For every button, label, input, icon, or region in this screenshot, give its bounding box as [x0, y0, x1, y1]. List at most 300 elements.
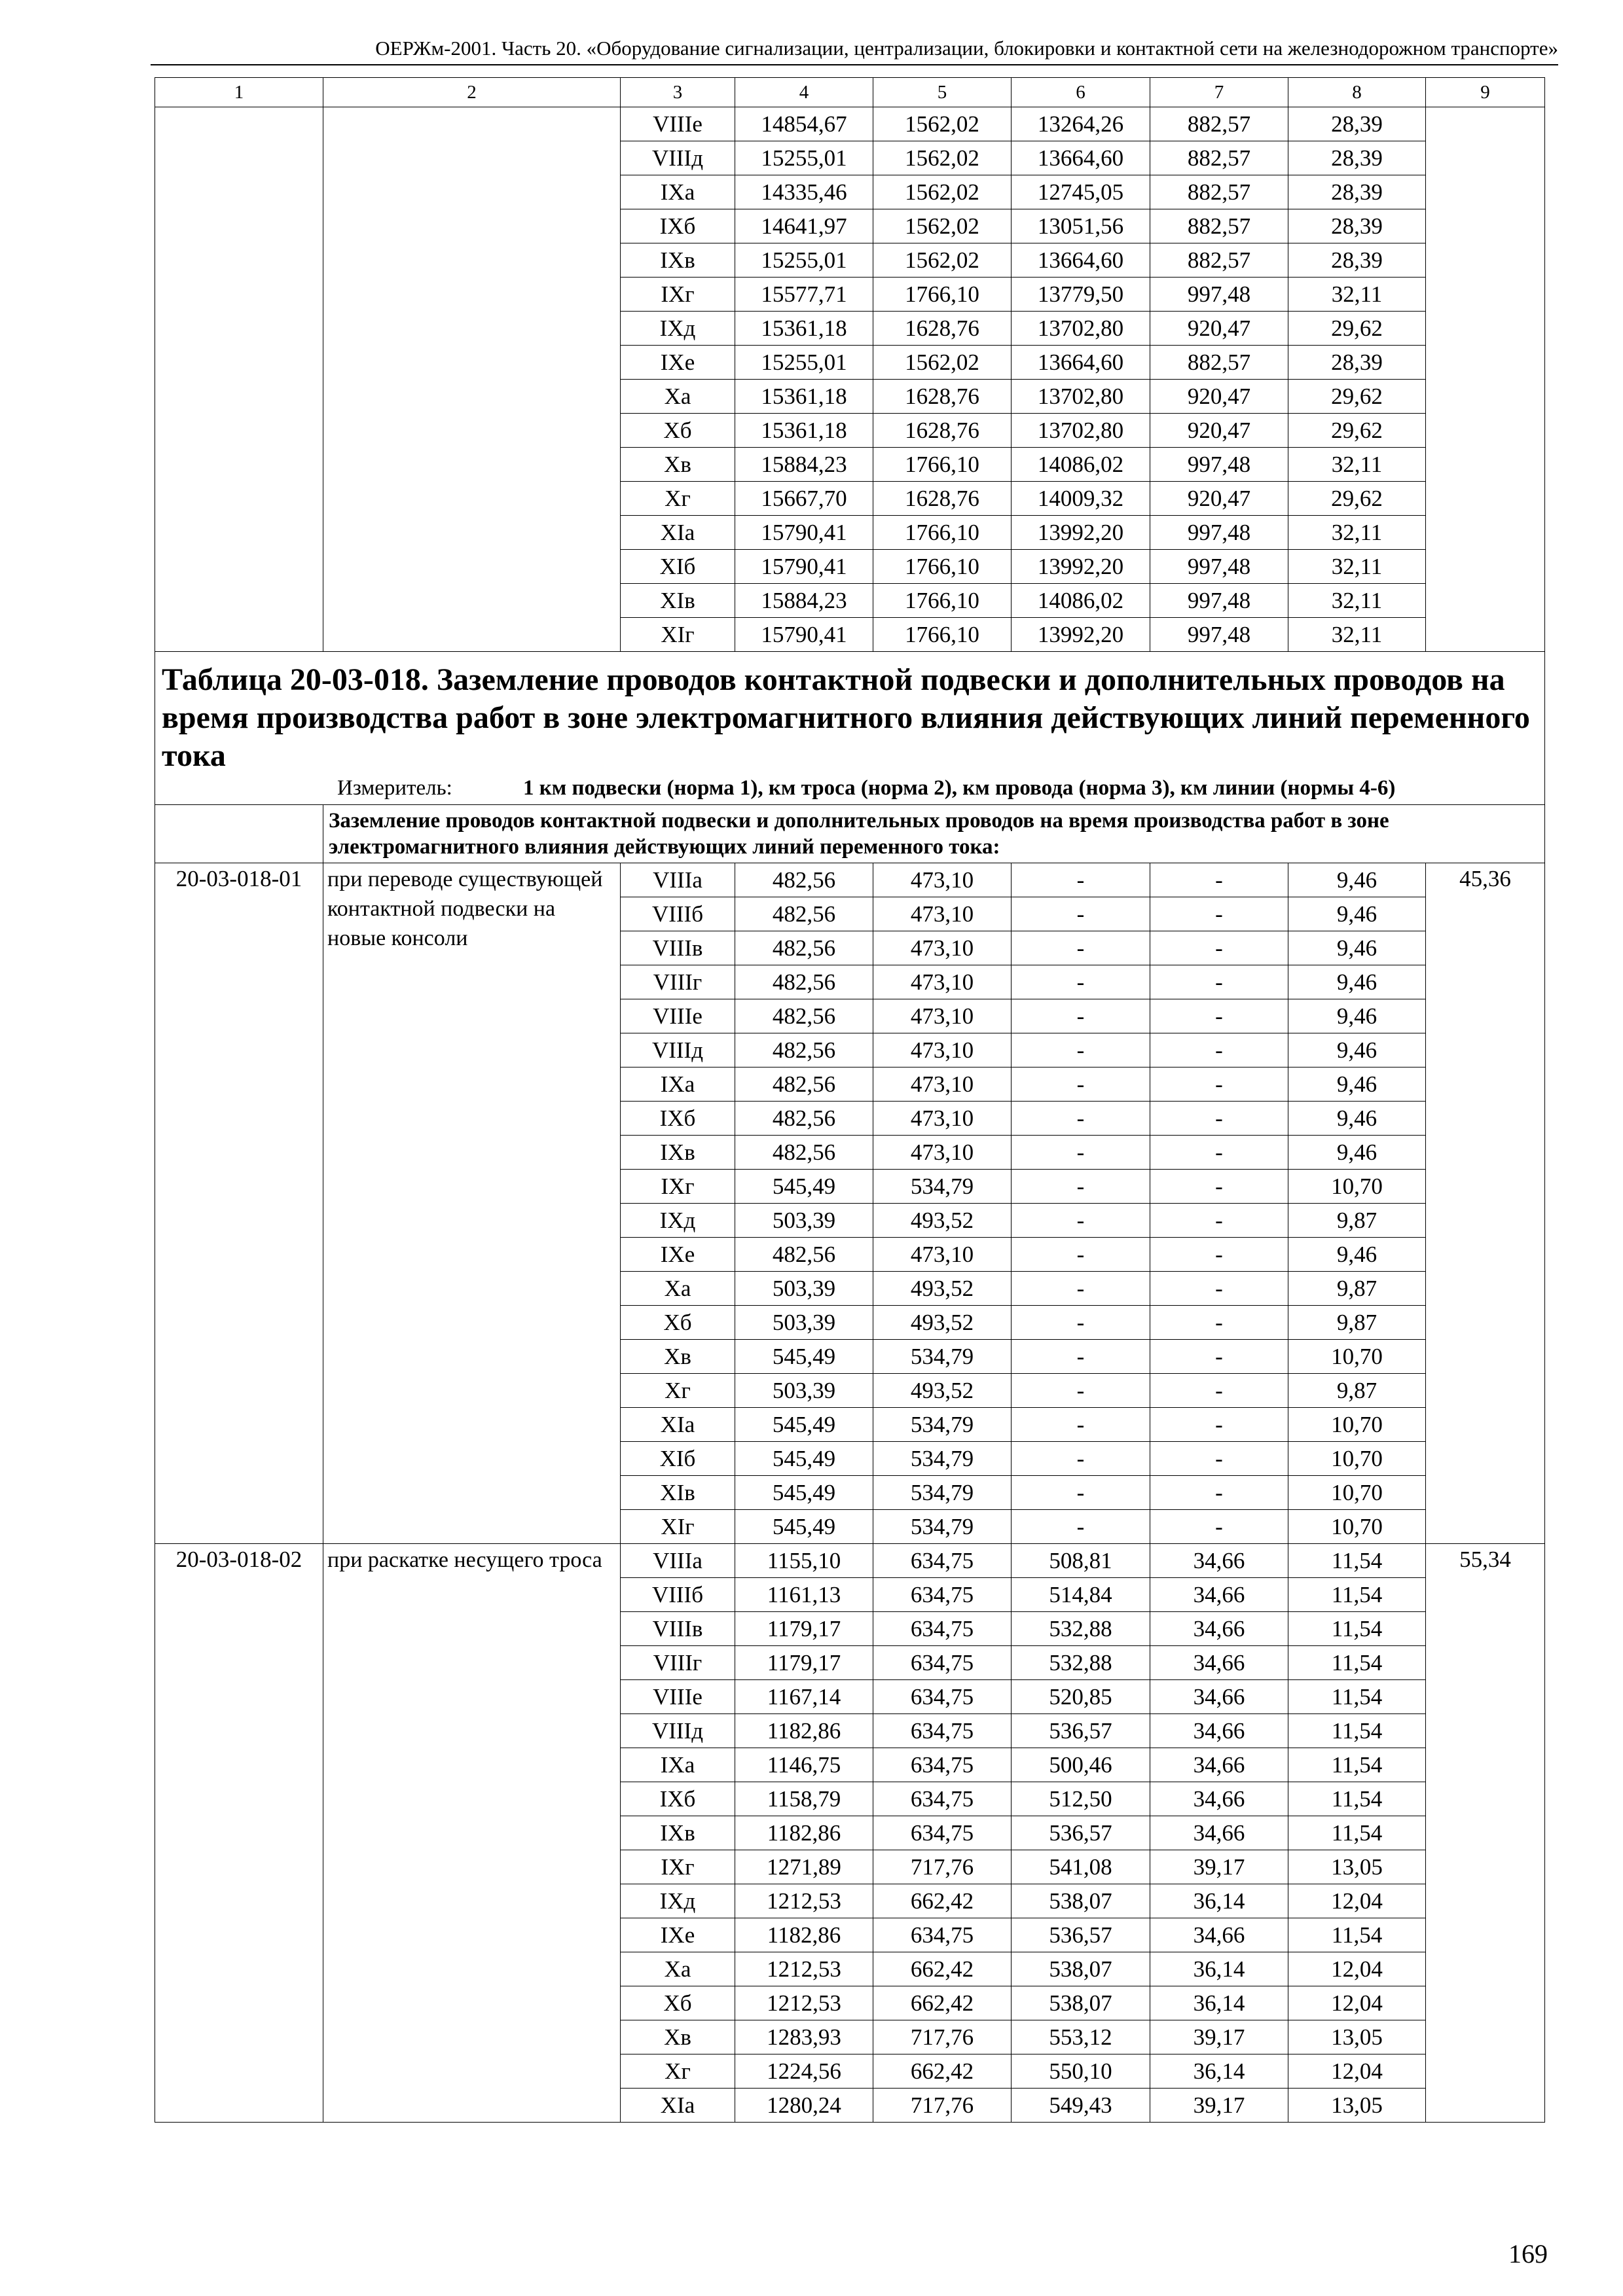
value-cell: IXд: [621, 312, 735, 346]
value-cell: -: [1150, 1067, 1288, 1102]
value-cell: VIIIд: [621, 1033, 735, 1067]
value-cell: 1766,10: [873, 516, 1012, 550]
value-cell: 9,87: [1288, 1374, 1426, 1408]
value-cell: 9,46: [1288, 1238, 1426, 1272]
value-cell: -: [1012, 1510, 1150, 1544]
value-cell: 34,66: [1150, 1680, 1288, 1714]
value-cell: 1766,10: [873, 584, 1012, 618]
value-cell: 1212,53: [735, 1952, 873, 1986]
value-cell: 534,79: [873, 1442, 1012, 1476]
value-cell: 13702,80: [1012, 380, 1150, 414]
value-cell: -: [1150, 1510, 1288, 1544]
value-cell: 13664,60: [1012, 243, 1150, 278]
norm-col9-value: 45,36: [1426, 863, 1545, 1544]
value-cell: 14335,46: [735, 175, 873, 209]
value-cell: Xв: [621, 448, 735, 482]
value-cell: 882,57: [1150, 243, 1288, 278]
value-cell: 662,42: [873, 1986, 1012, 2020]
value-cell: 1212,53: [735, 1986, 873, 2020]
value-cell: 11,54: [1288, 1612, 1426, 1646]
value-cell: 1182,86: [735, 1918, 873, 1952]
value-cell: 997,48: [1150, 618, 1288, 652]
norm-description: при переводе существующей контактной подвески на новые консоли: [323, 863, 621, 1544]
value-cell: 473,10: [873, 1067, 1012, 1102]
value-cell: Xa: [621, 1272, 735, 1306]
value-cell: 493,52: [873, 1204, 1012, 1238]
value-cell: 538,07: [1012, 1884, 1150, 1918]
value-cell: 534,79: [873, 1476, 1012, 1510]
value-cell: 520,85: [1012, 1680, 1150, 1714]
value-cell: -: [1150, 1442, 1288, 1476]
page-number: 169: [1508, 2239, 1548, 2269]
value-cell: 1562,02: [873, 346, 1012, 380]
value-cell: 10,70: [1288, 1170, 1426, 1204]
value-cell: 34,66: [1150, 1612, 1288, 1646]
value-cell: 545,49: [735, 1170, 873, 1204]
value-cell: 1562,02: [873, 107, 1012, 141]
value-cell: 473,10: [873, 863, 1012, 897]
value-cell: -: [1012, 965, 1150, 999]
value-cell: 534,79: [873, 1408, 1012, 1442]
value-cell: 15361,18: [735, 312, 873, 346]
value-cell: 34,66: [1150, 1544, 1288, 1578]
column-number: 5: [873, 78, 1012, 107]
value-cell: IXв: [621, 1136, 735, 1170]
value-cell: IXд: [621, 1204, 735, 1238]
value-cell: 882,57: [1150, 346, 1288, 380]
value-cell: 482,56: [735, 897, 873, 931]
value-cell: 634,75: [873, 1646, 1012, 1680]
value-cell: VIIIд: [621, 1714, 735, 1748]
value-cell: 512,50: [1012, 1782, 1150, 1816]
value-cell: -: [1150, 1033, 1288, 1067]
value-cell: VIIIб: [621, 1578, 735, 1612]
value-cell: -: [1012, 1272, 1150, 1306]
value-cell: -: [1150, 1374, 1288, 1408]
value-cell: Xг: [621, 1374, 735, 1408]
value-cell: 13664,60: [1012, 141, 1150, 175]
empty-code-cell: [155, 107, 323, 652]
value-cell: 1158,79: [735, 1782, 873, 1816]
value-cell: -: [1150, 1476, 1288, 1510]
value-cell: 1562,02: [873, 209, 1012, 243]
value-cell: 12,04: [1288, 1884, 1426, 1918]
value-cell: -: [1012, 1136, 1150, 1170]
value-cell: Xa: [621, 1952, 735, 1986]
norm-code: 20-03-018-02: [155, 1544, 323, 2123]
value-cell: 34,66: [1150, 1816, 1288, 1850]
value-cell: IXв: [621, 1816, 735, 1850]
empty-col9-cell: [1426, 107, 1545, 652]
value-cell: VIIIa: [621, 1544, 735, 1578]
table-row: [155, 107, 1545, 141]
value-cell: Xб: [621, 414, 735, 448]
column-number: 7: [1150, 78, 1288, 107]
value-cell: 534,79: [873, 1170, 1012, 1204]
value-cell: 15255,01: [735, 346, 873, 380]
value-cell: 545,49: [735, 1442, 873, 1476]
value-cell: 997,48: [1150, 584, 1288, 618]
value-cell: Xв: [621, 1340, 735, 1374]
value-cell: 28,39: [1288, 243, 1426, 278]
value-cell: 473,10: [873, 931, 1012, 965]
value-cell: IXa: [621, 175, 735, 209]
value-cell: 997,48: [1150, 550, 1288, 584]
value-cell: 545,49: [735, 1408, 873, 1442]
value-cell: 15884,23: [735, 584, 873, 618]
value-cell: 34,66: [1150, 1646, 1288, 1680]
value-cell: 9,46: [1288, 897, 1426, 931]
value-cell: -: [1012, 1408, 1150, 1442]
value-cell: -: [1012, 1170, 1150, 1204]
value-cell: 36,14: [1150, 1884, 1288, 1918]
value-cell: XIa: [621, 1408, 735, 1442]
value-cell: 536,57: [1012, 1714, 1150, 1748]
value-cell: 1179,17: [735, 1612, 873, 1646]
value-cell: VIIIд: [621, 141, 735, 175]
value-cell: XIa: [621, 516, 735, 550]
value-cell: VIIIг: [621, 965, 735, 999]
value-cell: 1167,14: [735, 1680, 873, 1714]
value-cell: 634,75: [873, 1680, 1012, 1714]
value-cell: 15790,41: [735, 516, 873, 550]
value-cell: Xг: [621, 482, 735, 516]
value-cell: 1155,10: [735, 1544, 873, 1578]
value-cell: 1628,76: [873, 380, 1012, 414]
value-cell: 473,10: [873, 897, 1012, 931]
value-cell: -: [1012, 863, 1150, 897]
value-cell: 12745,05: [1012, 175, 1150, 209]
value-cell: 32,11: [1288, 278, 1426, 312]
value-cell: 538,07: [1012, 1952, 1150, 1986]
value-cell: 13,05: [1288, 2089, 1426, 2123]
value-cell: 634,75: [873, 1714, 1012, 1748]
value-cell: 473,10: [873, 1102, 1012, 1136]
value-cell: -: [1150, 863, 1288, 897]
meter-value: 1 км подвески (норма 1), км троса (норма 2), км провода (норма 3), км линии (нормы 4-6): [523, 776, 1396, 800]
value-cell: IXг: [621, 1170, 735, 1204]
value-cell: -: [1012, 897, 1150, 931]
value-cell: 13702,80: [1012, 312, 1150, 346]
column-number: 8: [1288, 78, 1426, 107]
value-cell: IXб: [621, 1782, 735, 1816]
value-cell: 482,56: [735, 1238, 873, 1272]
meter-row: [162, 776, 1538, 800]
value-cell: -: [1012, 1476, 1150, 1510]
value-cell: 29,62: [1288, 414, 1426, 448]
value-cell: 503,39: [735, 1272, 873, 1306]
value-cell: 553,12: [1012, 2020, 1150, 2054]
value-cell: 634,75: [873, 1612, 1012, 1646]
value-cell: 14086,02: [1012, 448, 1150, 482]
value-cell: 662,42: [873, 1952, 1012, 1986]
table-row: [155, 863, 1545, 897]
value-cell: 28,39: [1288, 209, 1426, 243]
value-cell: 482,56: [735, 1067, 873, 1102]
value-cell: Xб: [621, 1986, 735, 2020]
value-cell: 634,75: [873, 1918, 1012, 1952]
table-title: Таблица 20-03-018. Заземление проводов контактной подвески и дополнительных проводов на время производства работ в зоне электромагнитного влияния действующих линий переменного тока: [162, 662, 1530, 773]
value-cell: 39,17: [1150, 2089, 1288, 2123]
norms-table-container: [155, 77, 1545, 2123]
value-cell: 997,48: [1150, 448, 1288, 482]
value-cell: 920,47: [1150, 380, 1288, 414]
value-cell: 514,84: [1012, 1578, 1150, 1612]
value-cell: 545,49: [735, 1510, 873, 1544]
value-cell: 28,39: [1288, 175, 1426, 209]
value-cell: 28,39: [1288, 107, 1426, 141]
value-cell: 36,14: [1150, 1952, 1288, 1986]
value-cell: 1146,75: [735, 1748, 873, 1782]
value-cell: 9,46: [1288, 1102, 1426, 1136]
value-cell: 1280,24: [735, 2089, 873, 2123]
value-cell: -: [1150, 1340, 1288, 1374]
value-cell: IXд: [621, 1884, 735, 1918]
value-cell: VIIIe: [621, 1680, 735, 1714]
section-title-row: [155, 805, 1545, 863]
value-cell: 14641,97: [735, 209, 873, 243]
value-cell: -: [1012, 1067, 1150, 1102]
value-cell: VIIIв: [621, 1612, 735, 1646]
meter-label: Измеритель:: [337, 776, 452, 800]
value-cell: VIIIe: [621, 107, 735, 141]
value-cell: 920,47: [1150, 312, 1288, 346]
value-cell: -: [1012, 1238, 1150, 1272]
value-cell: XIг: [621, 1510, 735, 1544]
column-number: 3: [621, 78, 735, 107]
value-cell: VIIIг: [621, 1646, 735, 1680]
value-cell: 10,70: [1288, 1408, 1426, 1442]
value-cell: 482,56: [735, 965, 873, 999]
value-cell: 13664,60: [1012, 346, 1150, 380]
value-cell: 538,07: [1012, 1986, 1150, 2020]
value-cell: 32,11: [1288, 516, 1426, 550]
value-cell: IXa: [621, 1067, 735, 1102]
value-cell: IXe: [621, 346, 735, 380]
value-cell: -: [1150, 931, 1288, 965]
value-cell: XIб: [621, 550, 735, 584]
value-cell: 1562,02: [873, 175, 1012, 209]
value-cell: 34,66: [1150, 1782, 1288, 1816]
value-cell: -: [1012, 999, 1150, 1033]
value-cell: 15884,23: [735, 448, 873, 482]
value-cell: 10,70: [1288, 1340, 1426, 1374]
value-cell: 1628,76: [873, 414, 1012, 448]
value-cell: Xв: [621, 2020, 735, 2054]
value-cell: VIIIб: [621, 897, 735, 931]
value-cell: 882,57: [1150, 107, 1288, 141]
value-cell: -: [1150, 1272, 1288, 1306]
value-cell: IXa: [621, 1748, 735, 1782]
value-cell: 13779,50: [1012, 278, 1150, 312]
value-cell: 28,39: [1288, 141, 1426, 175]
value-cell: 34,66: [1150, 1714, 1288, 1748]
value-cell: 482,56: [735, 1033, 873, 1067]
table-row: [155, 1544, 1545, 1578]
value-cell: -: [1150, 965, 1288, 999]
value-cell: 1271,89: [735, 1850, 873, 1884]
value-cell: -: [1012, 1374, 1150, 1408]
value-cell: 1562,02: [873, 243, 1012, 278]
value-cell: 1212,53: [735, 1884, 873, 1918]
value-cell: 536,57: [1012, 1816, 1150, 1850]
column-number: 6: [1012, 78, 1150, 107]
value-cell: 493,52: [873, 1306, 1012, 1340]
value-cell: 473,10: [873, 1238, 1012, 1272]
value-cell: 15790,41: [735, 550, 873, 584]
value-cell: 13702,80: [1012, 414, 1150, 448]
value-cell: 882,57: [1150, 141, 1288, 175]
value-cell: 1179,17: [735, 1646, 873, 1680]
value-cell: 1628,76: [873, 482, 1012, 516]
value-cell: 1283,93: [735, 2020, 873, 2054]
value-cell: VIIIe: [621, 999, 735, 1033]
value-cell: 920,47: [1150, 414, 1288, 448]
value-cell: 9,46: [1288, 1033, 1426, 1067]
value-cell: 13992,20: [1012, 618, 1150, 652]
empty-section-code-cell: [155, 805, 323, 863]
value-cell: 14009,32: [1012, 482, 1150, 516]
value-cell: 10,70: [1288, 1510, 1426, 1544]
value-cell: 9,46: [1288, 999, 1426, 1033]
value-cell: 920,47: [1150, 482, 1288, 516]
value-cell: Xг: [621, 2054, 735, 2089]
value-cell: 997,48: [1150, 516, 1288, 550]
running-header: ОЕРЖм-2001. Часть 20. «Оборудование сигнализации, централизации, блокировки и контактной сети на железнодорожном транспорте»: [151, 37, 1558, 65]
value-cell: 1182,86: [735, 1816, 873, 1850]
value-cell: 534,79: [873, 1510, 1012, 1544]
value-cell: 15667,70: [735, 482, 873, 516]
value-cell: 9,46: [1288, 1067, 1426, 1102]
value-cell: VIIIв: [621, 931, 735, 965]
value-cell: 634,75: [873, 1544, 1012, 1578]
value-cell: 536,57: [1012, 1918, 1150, 1952]
value-cell: -: [1150, 1238, 1288, 1272]
value-cell: 11,54: [1288, 1646, 1426, 1680]
value-cell: IXб: [621, 1102, 735, 1136]
value-cell: 32,11: [1288, 550, 1426, 584]
value-cell: -: [1150, 1136, 1288, 1170]
value-cell: 532,88: [1012, 1612, 1150, 1646]
norm-code: 20-03-018-01: [155, 863, 323, 1544]
value-cell: IXв: [621, 243, 735, 278]
value-cell: 473,10: [873, 1136, 1012, 1170]
value-cell: 34,66: [1150, 1578, 1288, 1612]
value-cell: XIв: [621, 584, 735, 618]
value-cell: 39,17: [1150, 1850, 1288, 1884]
value-cell: 1562,02: [873, 141, 1012, 175]
value-cell: 1224,56: [735, 2054, 873, 2089]
value-cell: 634,75: [873, 1578, 1012, 1612]
value-cell: 15255,01: [735, 141, 873, 175]
value-cell: 39,17: [1150, 2020, 1288, 2054]
value-cell: -: [1012, 1204, 1150, 1238]
table-title-row: [155, 652, 1545, 805]
value-cell: 550,10: [1012, 2054, 1150, 2089]
value-cell: 13,05: [1288, 2020, 1426, 2054]
value-cell: 1766,10: [873, 550, 1012, 584]
value-cell: 493,52: [873, 1272, 1012, 1306]
value-cell: 29,62: [1288, 312, 1426, 346]
column-number-row: [155, 78, 1545, 107]
value-cell: 545,49: [735, 1340, 873, 1374]
value-cell: 29,62: [1288, 482, 1426, 516]
value-cell: -: [1012, 1306, 1150, 1340]
norm-col9-value: 55,34: [1426, 1544, 1545, 2123]
value-cell: -: [1012, 1102, 1150, 1136]
value-cell: 11,54: [1288, 1782, 1426, 1816]
value-cell: 482,56: [735, 1102, 873, 1136]
value-cell: IXe: [621, 1918, 735, 1952]
value-cell: 1182,86: [735, 1714, 873, 1748]
value-cell: 14086,02: [1012, 584, 1150, 618]
value-cell: IXб: [621, 209, 735, 243]
value-cell: 13992,20: [1012, 516, 1150, 550]
value-cell: 10,70: [1288, 1442, 1426, 1476]
value-cell: -: [1150, 1306, 1288, 1340]
value-cell: XIг: [621, 618, 735, 652]
value-cell: 36,14: [1150, 1986, 1288, 2020]
value-cell: IXe: [621, 1238, 735, 1272]
value-cell: 1766,10: [873, 448, 1012, 482]
norm-description: при раскатке несущего троса: [323, 1544, 621, 2123]
value-cell: 11,54: [1288, 1748, 1426, 1782]
value-cell: 32,11: [1288, 584, 1426, 618]
value-cell: 15361,18: [735, 380, 873, 414]
value-cell: 717,76: [873, 2020, 1012, 2054]
value-cell: 13051,56: [1012, 209, 1150, 243]
value-cell: 473,10: [873, 1033, 1012, 1067]
value-cell: 36,14: [1150, 2054, 1288, 2089]
value-cell: XIб: [621, 1442, 735, 1476]
value-cell: 503,39: [735, 1306, 873, 1340]
value-cell: 473,10: [873, 999, 1012, 1033]
value-cell: 532,88: [1012, 1646, 1150, 1680]
value-cell: 9,87: [1288, 1306, 1426, 1340]
value-cell: -: [1150, 897, 1288, 931]
value-cell: 15361,18: [735, 414, 873, 448]
value-cell: 500,46: [1012, 1748, 1150, 1782]
value-cell: 9,87: [1288, 1204, 1426, 1238]
value-cell: 9,46: [1288, 931, 1426, 965]
section-title: Заземление проводов контактной подвески и дополнительных проводов на время производства работ в зоне электромагнитного влияния действующих линий переменного тока:: [323, 805, 1545, 863]
value-cell: 534,79: [873, 1340, 1012, 1374]
value-cell: 14854,67: [735, 107, 873, 141]
value-cell: 493,52: [873, 1374, 1012, 1408]
value-cell: -: [1012, 1340, 1150, 1374]
value-cell: 11,54: [1288, 1544, 1426, 1578]
norms-table: [155, 77, 1545, 2123]
empty-description-cell: [323, 107, 621, 652]
value-cell: 9,46: [1288, 863, 1426, 897]
table-body: [155, 78, 1545, 2123]
value-cell: 34,66: [1150, 1748, 1288, 1782]
value-cell: 34,66: [1150, 1918, 1288, 1952]
value-cell: 717,76: [873, 2089, 1012, 2123]
value-cell: 541,08: [1012, 1850, 1150, 1884]
value-cell: 717,76: [873, 1850, 1012, 1884]
table-title-cell: [155, 652, 1545, 805]
value-cell: 1766,10: [873, 618, 1012, 652]
value-cell: 9,46: [1288, 965, 1426, 999]
value-cell: 15255,01: [735, 243, 873, 278]
value-cell: 15790,41: [735, 618, 873, 652]
value-cell: 482,56: [735, 863, 873, 897]
value-cell: 882,57: [1150, 175, 1288, 209]
value-cell: XIa: [621, 2089, 735, 2123]
value-cell: 12,04: [1288, 1952, 1426, 1986]
value-cell: 32,11: [1288, 618, 1426, 652]
